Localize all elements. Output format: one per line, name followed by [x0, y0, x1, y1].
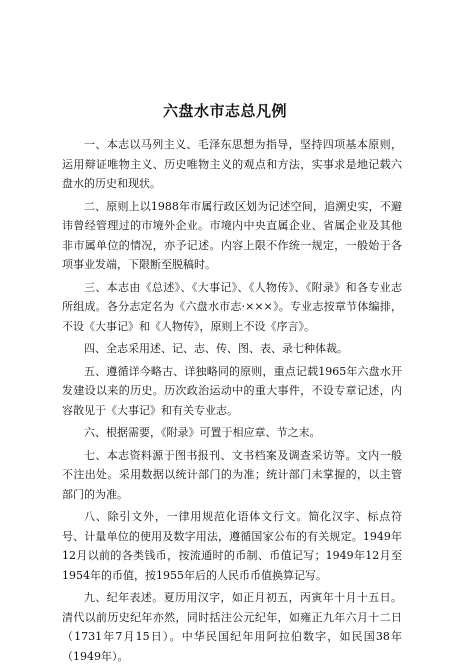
- paragraph-2: 二、原则上以1988年市属行政区划为记述空间，追溯史实，不避讳曾经管理过的市境外企业。市境内中央直属企业、省属企业及其他非市属单位的情况，亦予记述。内容上限不作统一规定，一般始于各项事业发端，下限断至脱稿时。: [62, 199, 402, 271]
- paragraph-9: 九、纪年表述。夏历用汉字，如正月初五，丙寅年十月十五日。清代以前历史纪年亦然，同时括注公元纪年，如雍正九年六月十二日（1731年7月15日）。中华民国纪年用阿拉伯数字，如民国38年（1949年）。: [62, 591, 402, 663]
- paragraph-5: 五、遵循详今略古、详独略同的原则，重点记载1965年六盘水开发建设以来的历史。历次政治运动中的重大事件，不设专章记述，内容散见于《大事记》和有关专业志。: [62, 364, 402, 417]
- paragraph-7: 七、本志资料源于图书报刊、文书档案及调查采访等。文内一般不注出处。采用数据以统计部门的为准；统计部门未掌握的，以主管部门的为准。: [62, 448, 402, 501]
- document-body: [62, 135, 402, 669]
- paragraph-6: 六、根据需要，《附录》可置于相应章、节之末。: [84, 426, 321, 439]
- paragraph-4: 四、全志采用述、记、志、传、图、表、录七种体裁。: [84, 342, 348, 355]
- paragraph-8: 八、除引文外，一律用规范化语体文行文。简化汉字、标点符号、计量单位的使用及数字用法，遵循国家公布的有关规定。1949年12月以前的各类钱币，按流通时的币制、币值记写；1949年12月至1954年的币值，按1955年后的人民币币值换算记写。: [62, 510, 402, 582]
- document-title: 六盘水市志总凡例: [162, 102, 287, 120]
- paragraph-1: 一、本志以马列主义、毛泽东思想为指导，坚持四项基本原则，运用辩证唯物主义、历史唯物主义的观点和方法，实事求是地记载六盘水的历史和现状。: [62, 138, 402, 190]
- paragraph-3: 三、本志由《总述》、《大事记》、《人物传》、《附录》和各专业志所组成。各分志定名为《六盘水市志·×××》。专业志按章节体编排，不设《大事记》和《人物传》，原则上不设《序言》。: [62, 280, 402, 333]
